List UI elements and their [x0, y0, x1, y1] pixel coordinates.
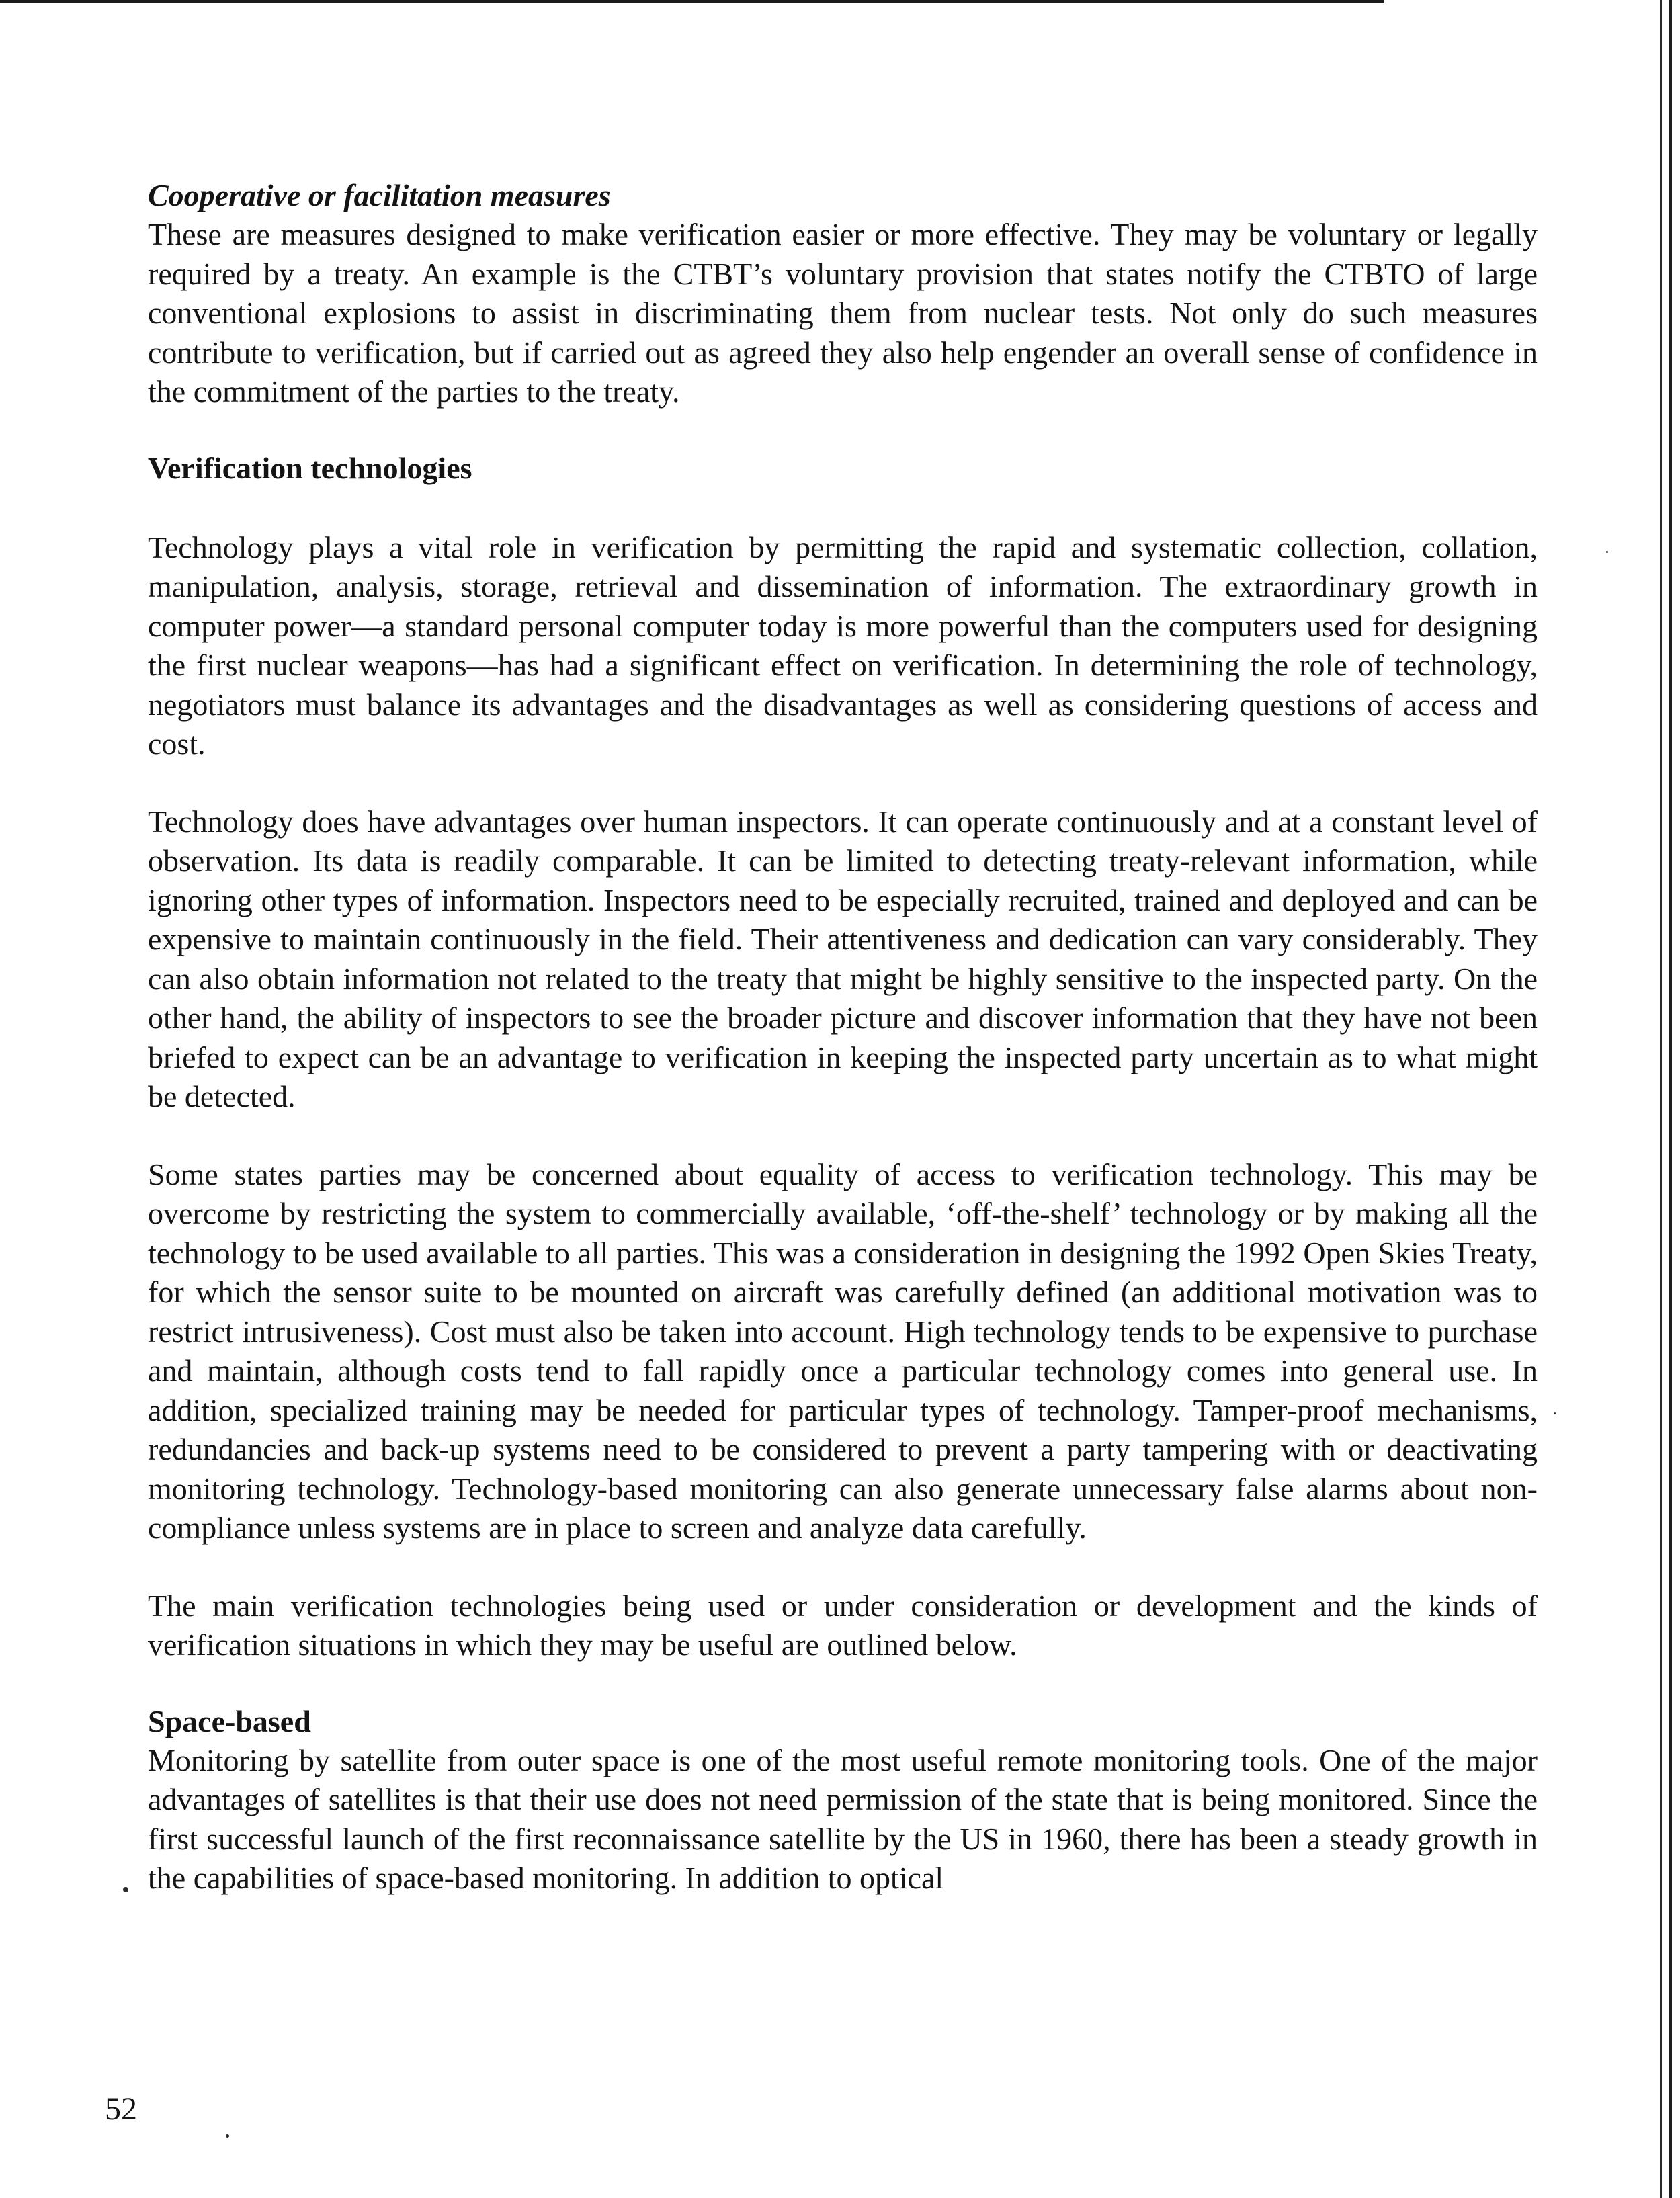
section-heading-space-based: Space-based: [148, 1703, 311, 1738]
scan-right-border-outer: [1669, 0, 1672, 2198]
scan-speck: [123, 1887, 128, 1892]
page-number: 52: [105, 2091, 137, 2127]
section-heading-verification-technologies: Verification technologies: [148, 450, 472, 485]
document-page: [148, 176, 1538, 1898]
paragraph-cooperative-measures: These are measures designed to make verification easier or more effective. They may be voluntary or legally required by a treaty. An example is the CTBT’s voluntary provision that states notify the CTBTO of large conventional explosions to assist in discriminating them from nuclear tests. Not only do such measures contribute to verification, but if carried out as agreed they also help engender an overall sense of confidence in the commitment of the parties to the treaty.: [148, 217, 1538, 409]
scan-right-border: [1660, 0, 1662, 2198]
scan-speck: [1554, 1412, 1556, 1414]
paragraph-equality-of-access: Some states parties may be concerned about equality of access to verification technology. This may be overcome by restricting the system to commercially available, ‘off-the-shelf’ technology or by making all the technology to be used available to all parties. This was a consideration in designing the 1992 Open Skies Treaty, for which the sensor suite to be mounted on aircraft was carefully defined (an additional motivation was to restrict intrusiveness). Cost must also be taken into account. High technology tends to be expensive to purchase and maintain, although costs tend to fall rapidly once a particular technology comes into general use. In addition, specialized training may be needed for particular types of technology. Tamper-proof mechanisms, redundancies and back-up systems need to be considered to prevent a party tampering with or deactivating monitoring technology. Technology-based monitoring can also generate unnecessary false alarms about non-compliance unless systems are in place to screen and analyze data carefully.: [148, 1156, 1538, 1545]
scan-speck: [1606, 551, 1608, 553]
paragraph-main-technologies: The main verification technologies being used or under consideration or development and the kinds of verification situations in which they may be useful are outlined below.: [148, 1588, 1538, 1662]
paragraph-technology-role: Technology plays a vital role in verification by permitting the rapid and systematic collection, collation, manipulation, analysis, storage, retrieval and dissemination of information. The extraordinary growth in computer power—a standard personal computer today is more powerful than the computers used for designing the first nuclear weapons—has had a significant effect on verification. In determining the role of technology, negotiators must balance its advantages and the disadvantages as well as considering questions of access and cost.: [148, 530, 1538, 761]
paragraph-technology-advantages: Technology does have advantages over human inspectors. It can operate continuously and at a constant level of observation. Its data is readily comparable. It can be limited to detecting treaty-relevant information, while ignoring other types of information. Inspectors need to be especially recruited, trained and deployed and can be expensive to maintain continuously in the field. Their attentiveness and dedication can vary considerably. They can also obtain information not related to the treaty that might be highly sensitive to the inspected party. On the other hand, the ability of inspectors to see the broader picture and discover information that they have not been briefed to expect can be an advantage to verification in keeping the inspected party uncertain as to what might be detected.: [148, 804, 1538, 1113]
section-heading-cooperative-measures: Cooperative or facilitation measures: [148, 178, 611, 212]
paragraph-space-based: Monitoring by satellite from outer space is one of the most useful remote monitoring tools. One of the major advantages of satellites is that their use does not need permission of the state that is being monitored. Since the first successful launch of the first reconnaissance satellite by the US in 1960, there has been a steady growth in the capabilities of space-based monitoring. In addition to optical: [148, 1742, 1538, 1895]
scan-top-border: [0, 0, 1384, 3]
scan-speck: [226, 2134, 229, 2138]
